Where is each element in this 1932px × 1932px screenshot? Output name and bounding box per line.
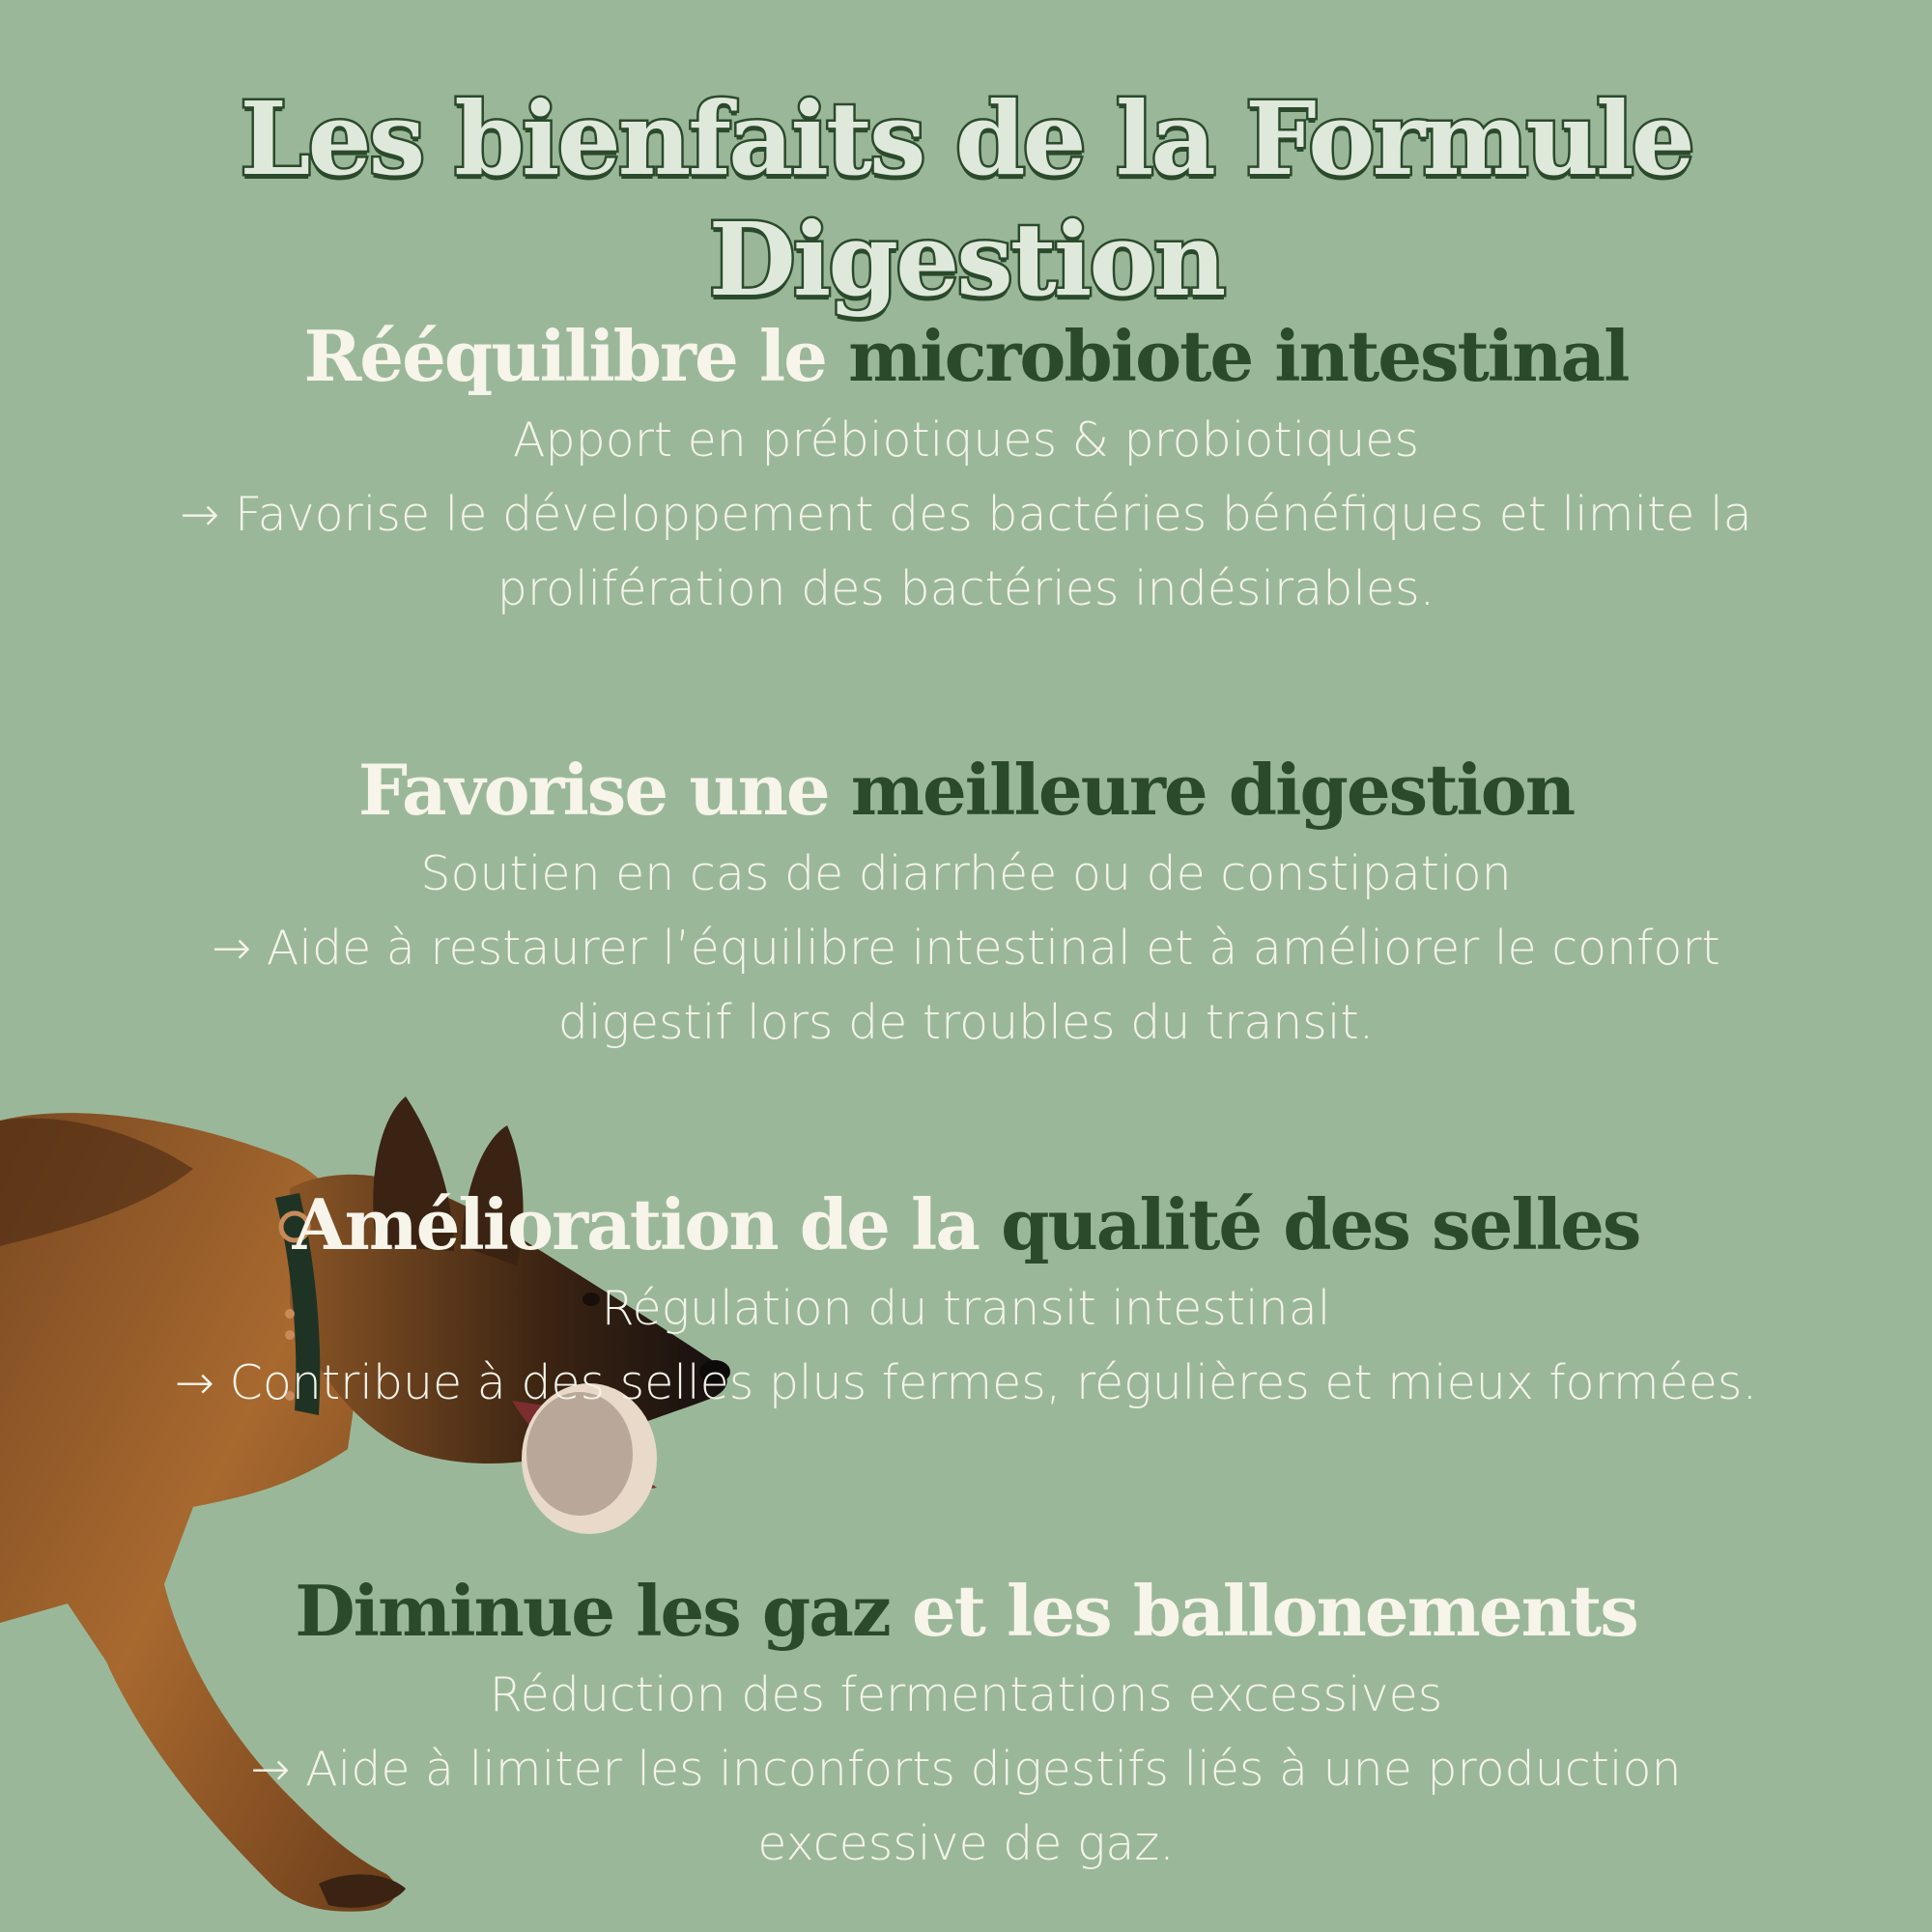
section-subtitle: Soutien en cas de diarrhée ou de constipation [420,846,1512,901]
section-subtitle: Réduction des fermentations excessives [489,1667,1443,1722]
section-title [0,748,1932,833]
section-title [0,1182,1932,1267]
section-subtitle: Apport en prébiotiques & probiotiques [513,412,1419,468]
section-title-dark: microbiote intestinal [848,315,1629,397]
section-title-dark: Diminue les gaz [295,1570,890,1652]
benefit-section-microbiote [0,314,1932,626]
section-description: → Aide à restaurer l’équilibre intestinal et à améliorer le confort [212,921,1720,976]
benefit-section-selles [0,1182,1932,1420]
section-title [0,1569,1932,1654]
section-title-light: et les ballonements [911,1570,1637,1652]
page-title: Les bienfaits de la Formule Digestion [240,79,1692,319]
section-description-cont: digestif lors de troubles du transit. [557,995,1375,1050]
section-title [0,314,1932,399]
section-title-dark: qualité des selles [1001,1183,1640,1265]
section-subtitle: Régulation du transit intestinal [601,1281,1331,1336]
section-title-dark: meilleure digestion [850,749,1575,831]
section-title-light: Amélioration de la [292,1183,980,1265]
benefit-section-digestion [0,748,1932,1060]
section-description: → Aide à limiter les inconforts digestifs liés à une production [250,1742,1682,1797]
section-description: → Contribue à des selles plus fermes, régulières et mieux formées. [174,1355,1758,1410]
section-description: → Favorise le développement des bactéries bénéfiques et limite la [180,487,1752,542]
benefit-section-gaz [0,1569,1932,1881]
section-description-cont: prolifération des bactéries indésirables. [497,561,1435,616]
section-title-light: Favorise une [357,749,829,831]
section-title-light: Rééquilibre le [303,315,826,397]
section-description-cont: excessive de gaz. [757,1816,1175,1871]
